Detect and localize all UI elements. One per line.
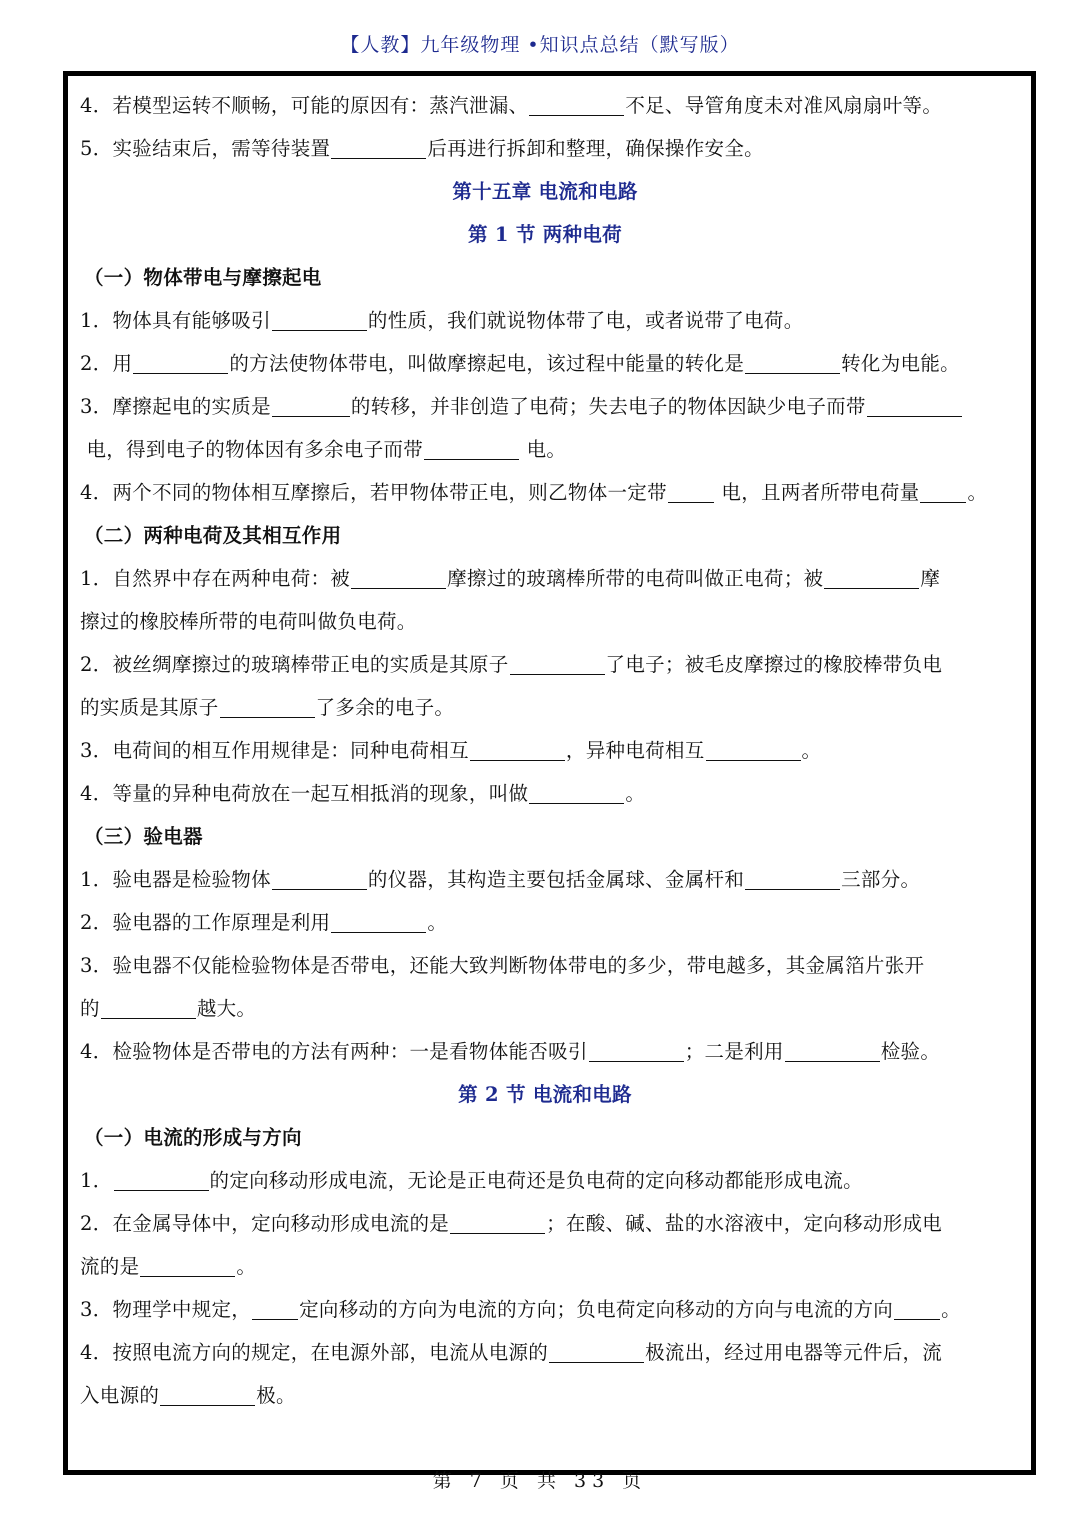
subsection-heading: （一）电流的形成与方向 [84, 1126, 302, 1149]
page-number: 第 7 页 共 33 页 [432, 1470, 648, 1492]
fill-blank [272, 394, 350, 417]
text-line: 1． 的定向移动形成电流，无论是正电荷还是负电荷的定向移动都能形成电流。 [80, 1169, 863, 1192]
text-line: 2．用 的方法使物体带电，叫做摩擦起电，该过程中能量的转化是 转化为电能。 [80, 352, 960, 375]
fill-blank [920, 480, 966, 503]
text-line: 1．物体具有能够吸引 的性质，我们就说物体带了电，或者说带了电荷。 [80, 309, 804, 332]
text-line: 流的是 。 [80, 1255, 257, 1278]
text-line: 1．验电器是检验物体 的仪器，其构造主要包括金属球、金属杆和 三部分。 [80, 868, 921, 891]
content-frame [63, 71, 1036, 1475]
fill-blank [668, 480, 714, 503]
fill-blank [331, 910, 426, 933]
fill-blank [824, 566, 919, 589]
text-line: 的实质是其原子 了多余的电子。 [80, 696, 455, 719]
chapter-title: 第十五章 电流和电路 [452, 180, 638, 203]
fill-blank [101, 996, 196, 1019]
text-line: 1．自然界中存在两种电荷：被 摩擦过的玻璃棒所带的电荷叫做正电荷；被 摩 [80, 567, 941, 590]
text-line: 电，得到电子的物体因有多余电子而带 电。 [86, 438, 567, 461]
fill-blank [549, 1340, 644, 1363]
section-title: 第 1 节 两种电荷 [468, 223, 622, 246]
text-line: 3．摩擦起电的实质是 的转移，并非创造了电荷；失去电子的物体因缺少电子而带 [80, 385, 1010, 428]
text-line: 3．电荷间的相互作用规律是：同种电荷相互 ，异种电荷相互 。 [80, 739, 822, 762]
text-line: 4．等量的异种电荷放在一起互相抵消的现象，叫做 。 [80, 782, 646, 805]
text-line: 擦过的橡胶棒所带的电荷叫做负电荷。 [80, 610, 417, 633]
fill-blank [470, 738, 565, 761]
subsection-heading: （三）验电器 [84, 825, 203, 848]
text-line: 3．验电器不仅能检验物体是否带电，还能大致判断物体带电的多少，带电越多，其金属箔片张开 [80, 954, 925, 977]
fill-blank [331, 136, 426, 159]
fill-blank [529, 781, 624, 804]
text-line: 2．验电器的工作原理是利用 。 [80, 911, 448, 934]
text-line: 4．两个不同的物体相互摩擦后，若甲物体带正电，则乙物体一定带 电，且两者所带电荷量 。 [80, 481, 988, 504]
fill-blank [160, 1383, 255, 1406]
fill-blank [272, 867, 367, 890]
fill-blank [894, 1297, 940, 1320]
fill-blank [706, 738, 801, 761]
text-line: 2．在金属导体中，定向移动形成电流的是 ；在酸、碱、盐的水溶液中，定向移动形成电 [80, 1212, 943, 1235]
text-line: 5．实验结束后，需等待装置 后再进行拆卸和整理，确保操作安全。 [80, 137, 764, 160]
fill-blank [424, 437, 519, 460]
text-line: 4．若模型运转不顺畅，可能的原因有：蒸汽泄漏、 不足、导管角度未对准风扇扇叶等。 [80, 94, 943, 117]
fill-blank [252, 1297, 298, 1320]
content-body [80, 84, 1010, 1417]
text-line: 入电源的 极。 [80, 1384, 296, 1407]
fill-blank [140, 1254, 235, 1277]
fill-blank [510, 652, 605, 675]
text-line: 2．被丝绸摩擦过的玻璃棒带正电的实质是其原子 了电子；被毛皮摩擦过的橡胶棒带负电 [80, 653, 943, 676]
fill-blank [589, 1039, 684, 1062]
fill-blank [450, 1211, 545, 1234]
fill-blank [114, 1168, 209, 1191]
fill-blank [867, 394, 962, 417]
text-line: 的 越大。 [80, 997, 257, 1020]
fill-blank [272, 308, 367, 331]
fill-blank [351, 566, 446, 589]
fill-blank [133, 351, 228, 374]
subsection-heading: （一）物体带电与摩擦起电 [84, 266, 322, 289]
fill-blank [220, 695, 315, 718]
subsection-heading: （二）两种电荷及其相互作用 [84, 524, 342, 547]
text-line: 4．按照电流方向的规定，在电源外部，电流从电源的 极流出，经过用电器等元件后，流 [80, 1341, 943, 1364]
text-line: 3．物理学中规定， 定向移动的方向为电流的方向；负电荷定向移动的方向与电流的方向 。 [80, 1298, 961, 1321]
fill-blank [529, 93, 624, 116]
text-line: 4．检验物体是否带电的方法有两种：一是看物体能否吸引 ；二是利用 检验。 [80, 1040, 941, 1063]
fill-blank [785, 1039, 880, 1062]
fill-blank [745, 351, 840, 374]
page-header: 【人教】九年级物理 •知识点总结（默写版） [340, 34, 740, 56]
section-title: 第 2 节 电流和电路 [458, 1083, 632, 1106]
fill-blank [745, 867, 840, 890]
